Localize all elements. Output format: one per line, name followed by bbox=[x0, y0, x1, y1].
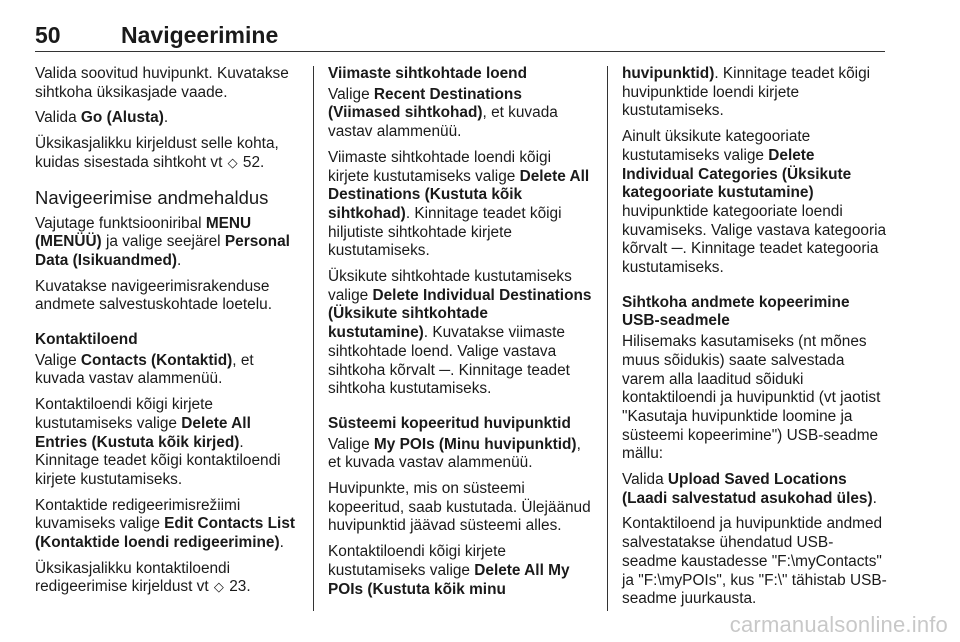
paragraph: Valige Contacts (Kontaktid), et kuvada vastav alammenüü. bbox=[35, 351, 254, 388]
column-2 bbox=[328, 65, 592, 606]
paragraph: Üksikasjalikku kontaktiloendi redigeerimise kirjeldust vt ◇ 23. bbox=[35, 559, 251, 596]
ui-term: Delete All Destinations (Kustuta kõik sihtkohad) bbox=[328, 167, 590, 222]
paragraph: Valida soovitud huvipunkt. Kuvatakse sihtkoha üksikasjade vaade. bbox=[35, 65, 289, 101]
ui-term: Go (Alusta) bbox=[80, 109, 164, 127]
ui-term: Delete Individual Destinations (Üksikute sihtkohtade kustutamine) bbox=[328, 286, 592, 342]
paragraph: Kontaktiloendi kõigi kirjete kustutamiseks valige Delete All Entries (Kustuta kõik kirjed). Kinnitage teadet kõigi kontaktiloendi kirjete kustutamiseks. bbox=[35, 396, 281, 488]
header-divider bbox=[35, 51, 885, 52]
ui-term: Personal Data (Isikuandmed) bbox=[35, 233, 290, 269]
page-number: 50 bbox=[35, 22, 61, 48]
cross-reference-icon: ◇ bbox=[213, 579, 224, 595]
paragraph: Üksikasjalikku kirjeldust selle kohta, kuidas sisestada sihtkoht vt ◇ 52. bbox=[35, 135, 279, 171]
subsection-heading: Kontaktiloend bbox=[35, 331, 138, 349]
column-1 bbox=[35, 65, 300, 604]
paragraph: Viimaste sihtkohtade loendi kõigi kirjete kustutamiseks valige Delete All Destinations (Kustuta kõik sihtkohad). Kinnitage teadet kõigi hiljutiste sihtkohtade kirjete kustutamiseks. bbox=[328, 148, 590, 260]
paragraph: Üksikute sihtkohtade kustutamiseks valige Delete Individual Destinations (Üksikute sihtkohtade kustutamine). Kuvatakse viimaste sihtkohtade loend. Valige vastava sihtkoha kõrvalt ─. Kinnitage teadet sihtkoha kustutamiseks. bbox=[328, 268, 592, 398]
subsection-heading: Viimaste sihtkohtade loend bbox=[328, 65, 527, 82]
ui-term: MENU (MENÜÜ) bbox=[35, 214, 252, 251]
page-reference: 23. bbox=[224, 578, 251, 596]
ui-term: Upload Saved Locations (Laadi salvestatud asukohad üles) bbox=[622, 471, 873, 507]
paragraph: Kontaktiloend ja huvipunktide andmed salvestatakse ühendatud USB-seadme kaustadesse "F:\myContacts" ja "F:\myPOIs", kus "F:\" tähistab USB-seadme juurkausta. bbox=[622, 515, 887, 608]
ui-term: Edit Contacts List (Kontaktide loendi redigeerimine) bbox=[35, 515, 295, 552]
paragraph: Valida Go (Alusta). bbox=[35, 109, 169, 127]
paragraph: Valida Upload Saved Locations (Laadi salvestatud asukohad üles). bbox=[622, 471, 877, 507]
paragraph: Kuvatakse navigeerimisrakenduse andmete salvestuskohtade loetelu. bbox=[35, 277, 272, 314]
paragraph: Hilisemaks kasutamiseks (nt mõnes muus sõidukis) saate salvestada varem alla laaditud sõiduki kontaktiloendi ja huvipunktid (vt jaotist "Kasutaja huvipunktide loomine ja süsteemi kopeerimine") USB-seadme mällu: bbox=[622, 333, 881, 463]
section-title: Navigeerimine bbox=[121, 22, 279, 48]
page-header bbox=[35, 22, 885, 52]
paragraph: huvipunktid). Kinnitage teadet kõigi huvipunktide loendi kirjete kustutamiseks. bbox=[622, 65, 871, 120]
paragraph: Vajutage funktsiooniribal MENU (MENÜÜ) ja valige seejärel Personal Data (Isikuandmed). bbox=[35, 214, 290, 269]
column-3 bbox=[622, 65, 888, 616]
cross-reference-icon: ◇ bbox=[227, 154, 238, 170]
paragraph: Valige Recent Destinations (Viimased sihtkohad), et kuvada vastav alammenüü. bbox=[328, 85, 558, 141]
section-heading: Navigeerimise andmehaldus bbox=[35, 186, 269, 208]
paragraph: Ainult üksikute kategooriate kustutamiseks valige Delete Individual Categories (Üksikute kategooriate kustutamine) huvipunktide kategooriate loendi kuvamiseks. Valige vastava kategooria kõrvalt ─. Kinnitage teadet kategooria kustutamiseks. bbox=[622, 128, 887, 277]
paragraph: Kontaktiloendi kõigi kirjete kustutamiseks valige Delete All My POIs (Kustuta kõik minu bbox=[328, 543, 570, 598]
subsection-heading: Sihtkoha andmete kopeerimine USB-seadmele bbox=[622, 293, 850, 330]
column-divider-1 bbox=[313, 66, 314, 611]
column-divider-2 bbox=[607, 66, 608, 611]
page-reference: 52. bbox=[238, 153, 265, 171]
paragraph: Kontaktide redigeerimisrežiimi kuvamiseks valige Edit Contacts List (Kontaktide loendi redigeerimine). bbox=[35, 496, 295, 552]
ui-term: Recent Destinations (Viimased sihtkohad) bbox=[328, 85, 522, 122]
ui-term: Delete Individual Categories (Üksikute kategooriate kustutamine) bbox=[622, 146, 852, 202]
paragraph: Valige My POIs (Minu huvipunktid), et kuvada vastav alammenüü. bbox=[328, 435, 581, 472]
ui-term: Delete All Entries (Kustuta kõik kirjed) bbox=[35, 414, 251, 451]
ui-term: Contacts (Kontaktid) bbox=[80, 351, 233, 369]
ui-term: huvipunktid) bbox=[622, 65, 715, 82]
ui-term: My POIs (Minu huvipunktid) bbox=[373, 435, 577, 453]
ui-term: Delete All My POIs (Kustuta kõik minu bbox=[328, 561, 570, 598]
paragraph: Huvipunkte, mis on süsteemi kopeeritud, saab kustutada. Ülejäänud huvipunktid jäävad süsteemi alles. bbox=[328, 480, 591, 535]
watermark: carmanualsonline.info bbox=[729, 612, 948, 637]
subsection-heading: Süsteemi kopeeritud huvipunktid bbox=[328, 414, 571, 432]
